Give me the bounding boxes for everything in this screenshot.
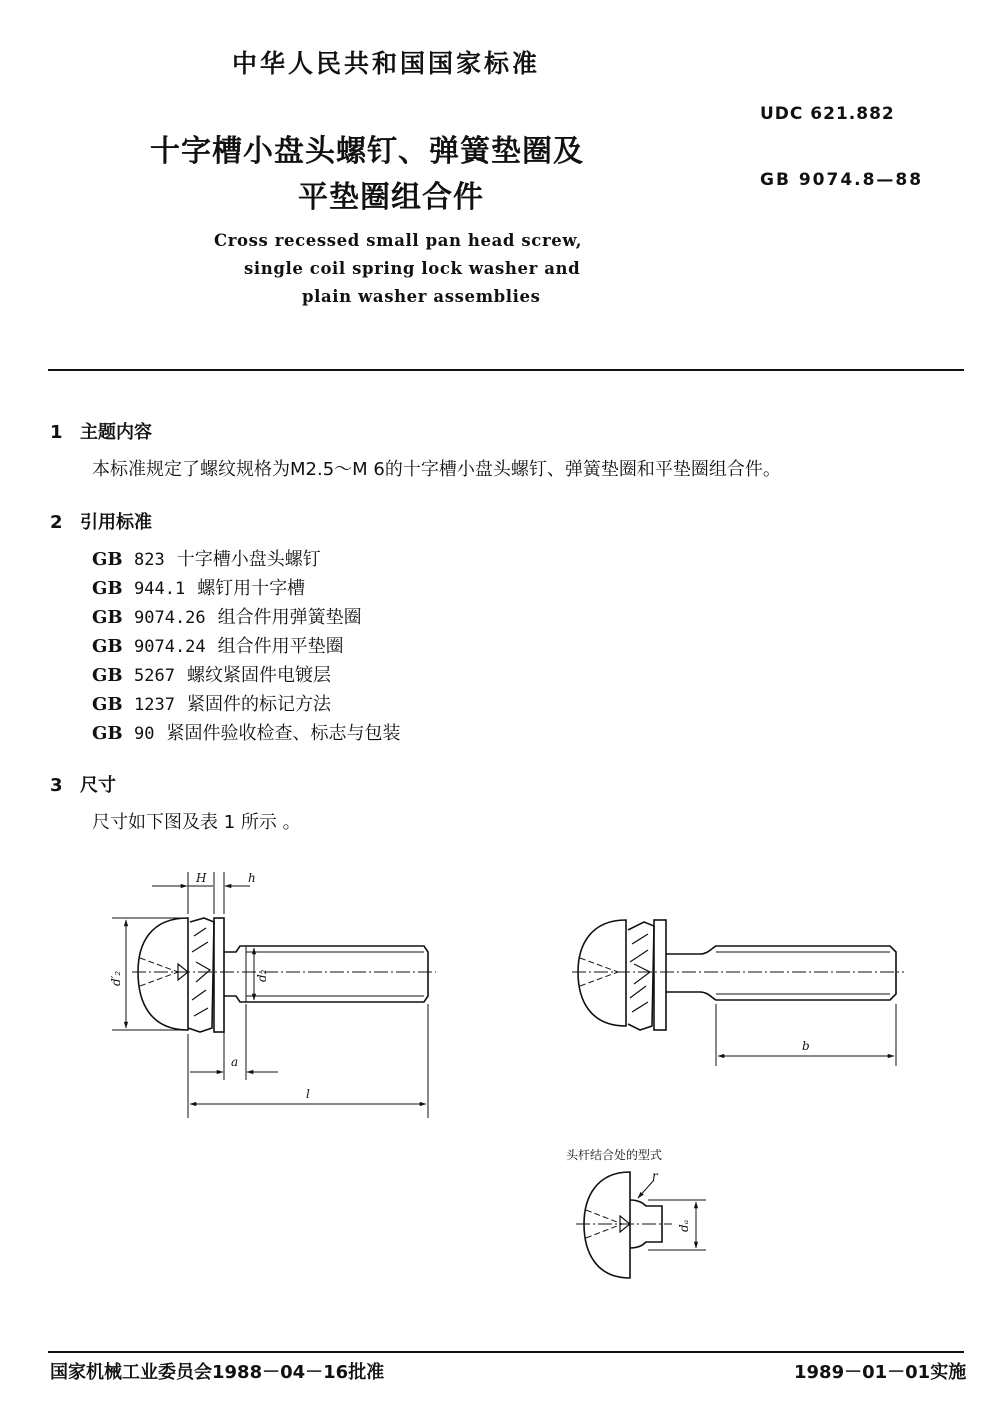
standard-type-heading: 中华人民共和国国家标准 xyxy=(232,49,541,78)
approval-date: 国家机械工业委员会1988－04－16批准 xyxy=(50,1362,385,1383)
dim-label-h: h xyxy=(248,871,256,885)
title-en-line-1: Cross recessed small pan head screw, xyxy=(214,231,583,250)
title-en-line-3: plain washer assemblies xyxy=(302,287,541,306)
dim-label-d2-prime: d′₂ xyxy=(109,970,123,986)
right-dimension-lines xyxy=(716,1004,896,1066)
reference-title: 螺纹紧固件电镀层 xyxy=(186,665,331,686)
section-1-number: 1 xyxy=(50,422,63,443)
left-dimension-lines xyxy=(112,872,428,1118)
section-3-number: 3 xyxy=(50,775,63,796)
footer-divider xyxy=(48,1351,964,1353)
reference-prefix: GB xyxy=(92,694,123,715)
title-cn-line-1: 十字槽小盘头螺钉、弹簧垫圈及 xyxy=(150,134,584,169)
dim-label-H: H xyxy=(196,871,207,885)
section-3-text: 尺寸如下图及表 1 所示 。 xyxy=(92,812,301,833)
reference-number: 944.1 xyxy=(134,579,186,599)
right-assembly-view xyxy=(572,920,904,1030)
detail-caption: 头杆结合处的型式 xyxy=(566,1148,663,1162)
title-en-line-2: single coil spring lock washer and xyxy=(244,259,581,278)
detail-head-shank-junction xyxy=(576,1172,672,1278)
dim-label-d2: d₂ xyxy=(255,969,269,982)
udc-code: UDC 621.882 xyxy=(760,104,895,124)
dim-label-a: a xyxy=(231,1055,239,1069)
effective-date: 1989－01－01实施 xyxy=(794,1362,967,1383)
detail-dimension-lines xyxy=(638,1180,706,1250)
reference-prefix: GB xyxy=(92,723,123,744)
dim-label-da: dₐ xyxy=(677,1219,691,1232)
reference-number: 9074.26 xyxy=(134,608,206,628)
title-cn-line-2: 平垫圈组合件 xyxy=(298,180,484,215)
reference-prefix: GB xyxy=(92,549,123,570)
reference-title: 十字槽小盘头螺钉 xyxy=(176,549,321,570)
reference-title: 紧固件验收检查、标志与包装 xyxy=(166,723,401,744)
section-1-text: 本标准规定了螺纹规格为M2.5～M 6的十字槽小盘头螺钉、弹簧垫圈和平垫圈组合件。 xyxy=(92,459,781,480)
reference-prefix: GB xyxy=(92,578,123,599)
reference-title: 组合件用弹簧垫圈 xyxy=(217,607,362,628)
reference-title: 紧固件的标记方法 xyxy=(186,694,331,715)
reference-number: 5267 xyxy=(134,666,175,686)
reference-prefix: GB xyxy=(92,607,123,628)
reference-number: 90 xyxy=(134,724,155,744)
section-3-title: 尺寸 xyxy=(80,775,116,796)
reference-number: 823 xyxy=(134,550,165,570)
dim-label-b: b xyxy=(802,1039,810,1053)
dim-label-r: r xyxy=(652,1169,658,1183)
reference-prefix: GB xyxy=(92,665,123,686)
reference-title: 螺钉用十字槽 xyxy=(197,578,306,599)
reference-number: 9074.24 xyxy=(134,637,206,657)
gb-number: GB 9074.8—88 xyxy=(760,170,924,190)
section-2-title: 引用标准 xyxy=(80,512,152,533)
reference-prefix: GB xyxy=(92,636,123,657)
reference-number: 1237 xyxy=(134,695,175,715)
section-2-number: 2 xyxy=(50,512,63,533)
reference-title: 组合件用平垫圈 xyxy=(217,636,344,657)
left-assembly-view xyxy=(132,918,436,1032)
dim-label-l: l xyxy=(306,1087,310,1101)
section-1-title: 主题内容 xyxy=(80,422,152,443)
